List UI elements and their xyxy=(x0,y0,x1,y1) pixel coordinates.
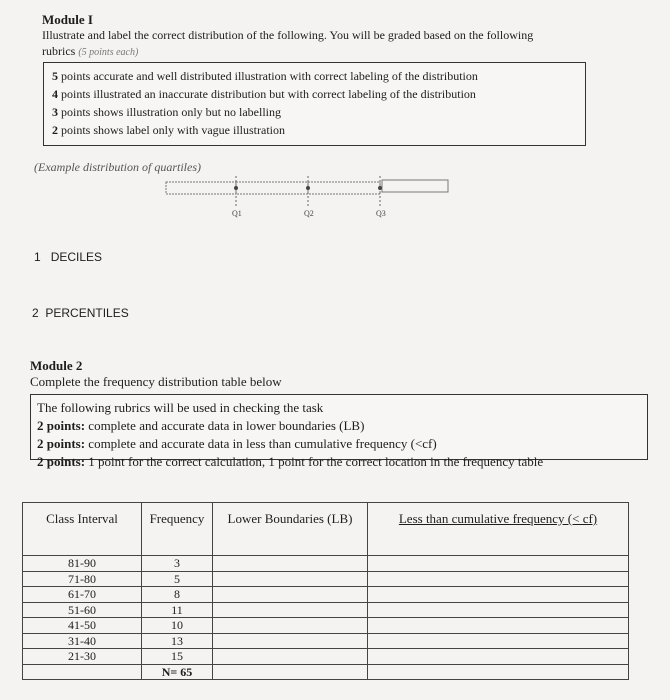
header-frequency: Frequency xyxy=(142,503,213,556)
cf-cell[interactable] xyxy=(368,571,629,587)
lb-cell[interactable] xyxy=(213,618,368,634)
rubric-line: 4 points illustrated an inaccurate distribution but with correct labeling of the distribution xyxy=(52,87,476,101)
points-note: (5 points each) xyxy=(78,47,139,58)
class-interval-cell: 31-40 xyxy=(23,633,142,649)
frequency-cell: 15 xyxy=(142,649,213,665)
total-label-cell xyxy=(23,664,142,680)
table-row xyxy=(23,556,629,572)
table-row xyxy=(23,587,629,603)
cf-cell[interactable] xyxy=(368,587,629,603)
lb-cell[interactable] xyxy=(213,633,368,649)
frequency-cell: 13 xyxy=(142,633,213,649)
cf-cell[interactable] xyxy=(368,649,629,665)
module1-title: Module I xyxy=(42,12,93,27)
lb-cell[interactable] xyxy=(213,556,368,572)
rubric-line: 5 points accurate and well distributed illustration with correct labeling of the distribution xyxy=(52,69,478,83)
class-interval-cell: 21-30 xyxy=(23,649,142,665)
lb-cell[interactable] xyxy=(213,602,368,618)
lb-cell xyxy=(213,664,368,680)
module1-instruction: Illustrate and label the correct distribution of the following. You will be graded based on the following xyxy=(42,28,534,42)
rubric-line: 3 points shows illustration only but no labelling xyxy=(52,105,281,119)
table-row xyxy=(23,602,629,618)
lb-cell[interactable] xyxy=(213,571,368,587)
q1-label: Q1 xyxy=(232,209,242,218)
lb-cell[interactable] xyxy=(213,587,368,603)
q3-label: Q3 xyxy=(376,209,386,218)
rubric-line: 2 points: complete and accurate data in less than cumulative frequency (<cf) xyxy=(37,436,437,451)
table-row xyxy=(23,633,629,649)
rubric-line: 2 points: complete and accurate data in lower boundaries (LB) xyxy=(37,418,365,433)
cf-cell[interactable] xyxy=(368,633,629,649)
example-label: (Example distribution of quartiles) xyxy=(34,160,201,174)
frequency-cell: 3 xyxy=(142,556,213,572)
rubric-line: 2 points shows label only with vague illustration xyxy=(52,123,285,137)
rubric-line: 2 points: 1 point for the correct calculation, 1 point for the correct location in the frequency table xyxy=(37,454,544,469)
frequency-cell: 11 xyxy=(142,602,213,618)
module1-rubric-box xyxy=(43,62,586,146)
table-row xyxy=(23,571,629,587)
module2-instruction: Complete the frequency distribution table below xyxy=(30,374,282,389)
class-interval-cell: 61-70 xyxy=(23,587,142,603)
cf-cell xyxy=(368,664,629,680)
table-row xyxy=(23,649,629,665)
frequency-cell: 8 xyxy=(142,587,213,603)
total-cell: N= 65 xyxy=(142,664,213,680)
module2-title: Module 2 xyxy=(30,358,83,373)
table-total-row xyxy=(23,664,629,680)
item-deciles: 1 DECILES xyxy=(34,250,103,264)
frequency-cell: 5 xyxy=(142,571,213,587)
cf-cell[interactable] xyxy=(368,556,629,572)
cf-cell[interactable] xyxy=(368,602,629,618)
class-interval-cell: 81-90 xyxy=(23,556,142,572)
frequency-cell: 10 xyxy=(142,618,213,634)
class-interval-cell: 51-60 xyxy=(23,602,142,618)
module2-rubric-box xyxy=(30,394,648,469)
header-less-than-cf: Less than cumulative frequency (< cf) xyxy=(368,503,629,556)
rubrics-word: rubrics xyxy=(42,44,76,58)
header-lower-boundaries: Lower Boundaries (LB) xyxy=(213,503,368,556)
frequency-table xyxy=(22,502,629,680)
header-class-interval: Class Interval xyxy=(23,503,142,556)
item-percentiles: 2 PERCENTILES xyxy=(32,306,129,320)
module1-instruction-cont xyxy=(42,44,138,59)
cf-cell[interactable] xyxy=(368,618,629,634)
q2-label: Q2 xyxy=(304,209,314,218)
rubric-intro: The following rubrics will be used in checking the task xyxy=(37,400,324,415)
class-interval-cell: 41-50 xyxy=(23,618,142,634)
table-header-row xyxy=(23,503,629,556)
class-interval-cell: 71-80 xyxy=(23,571,142,587)
lb-cell[interactable] xyxy=(213,649,368,665)
table-row xyxy=(23,618,629,634)
